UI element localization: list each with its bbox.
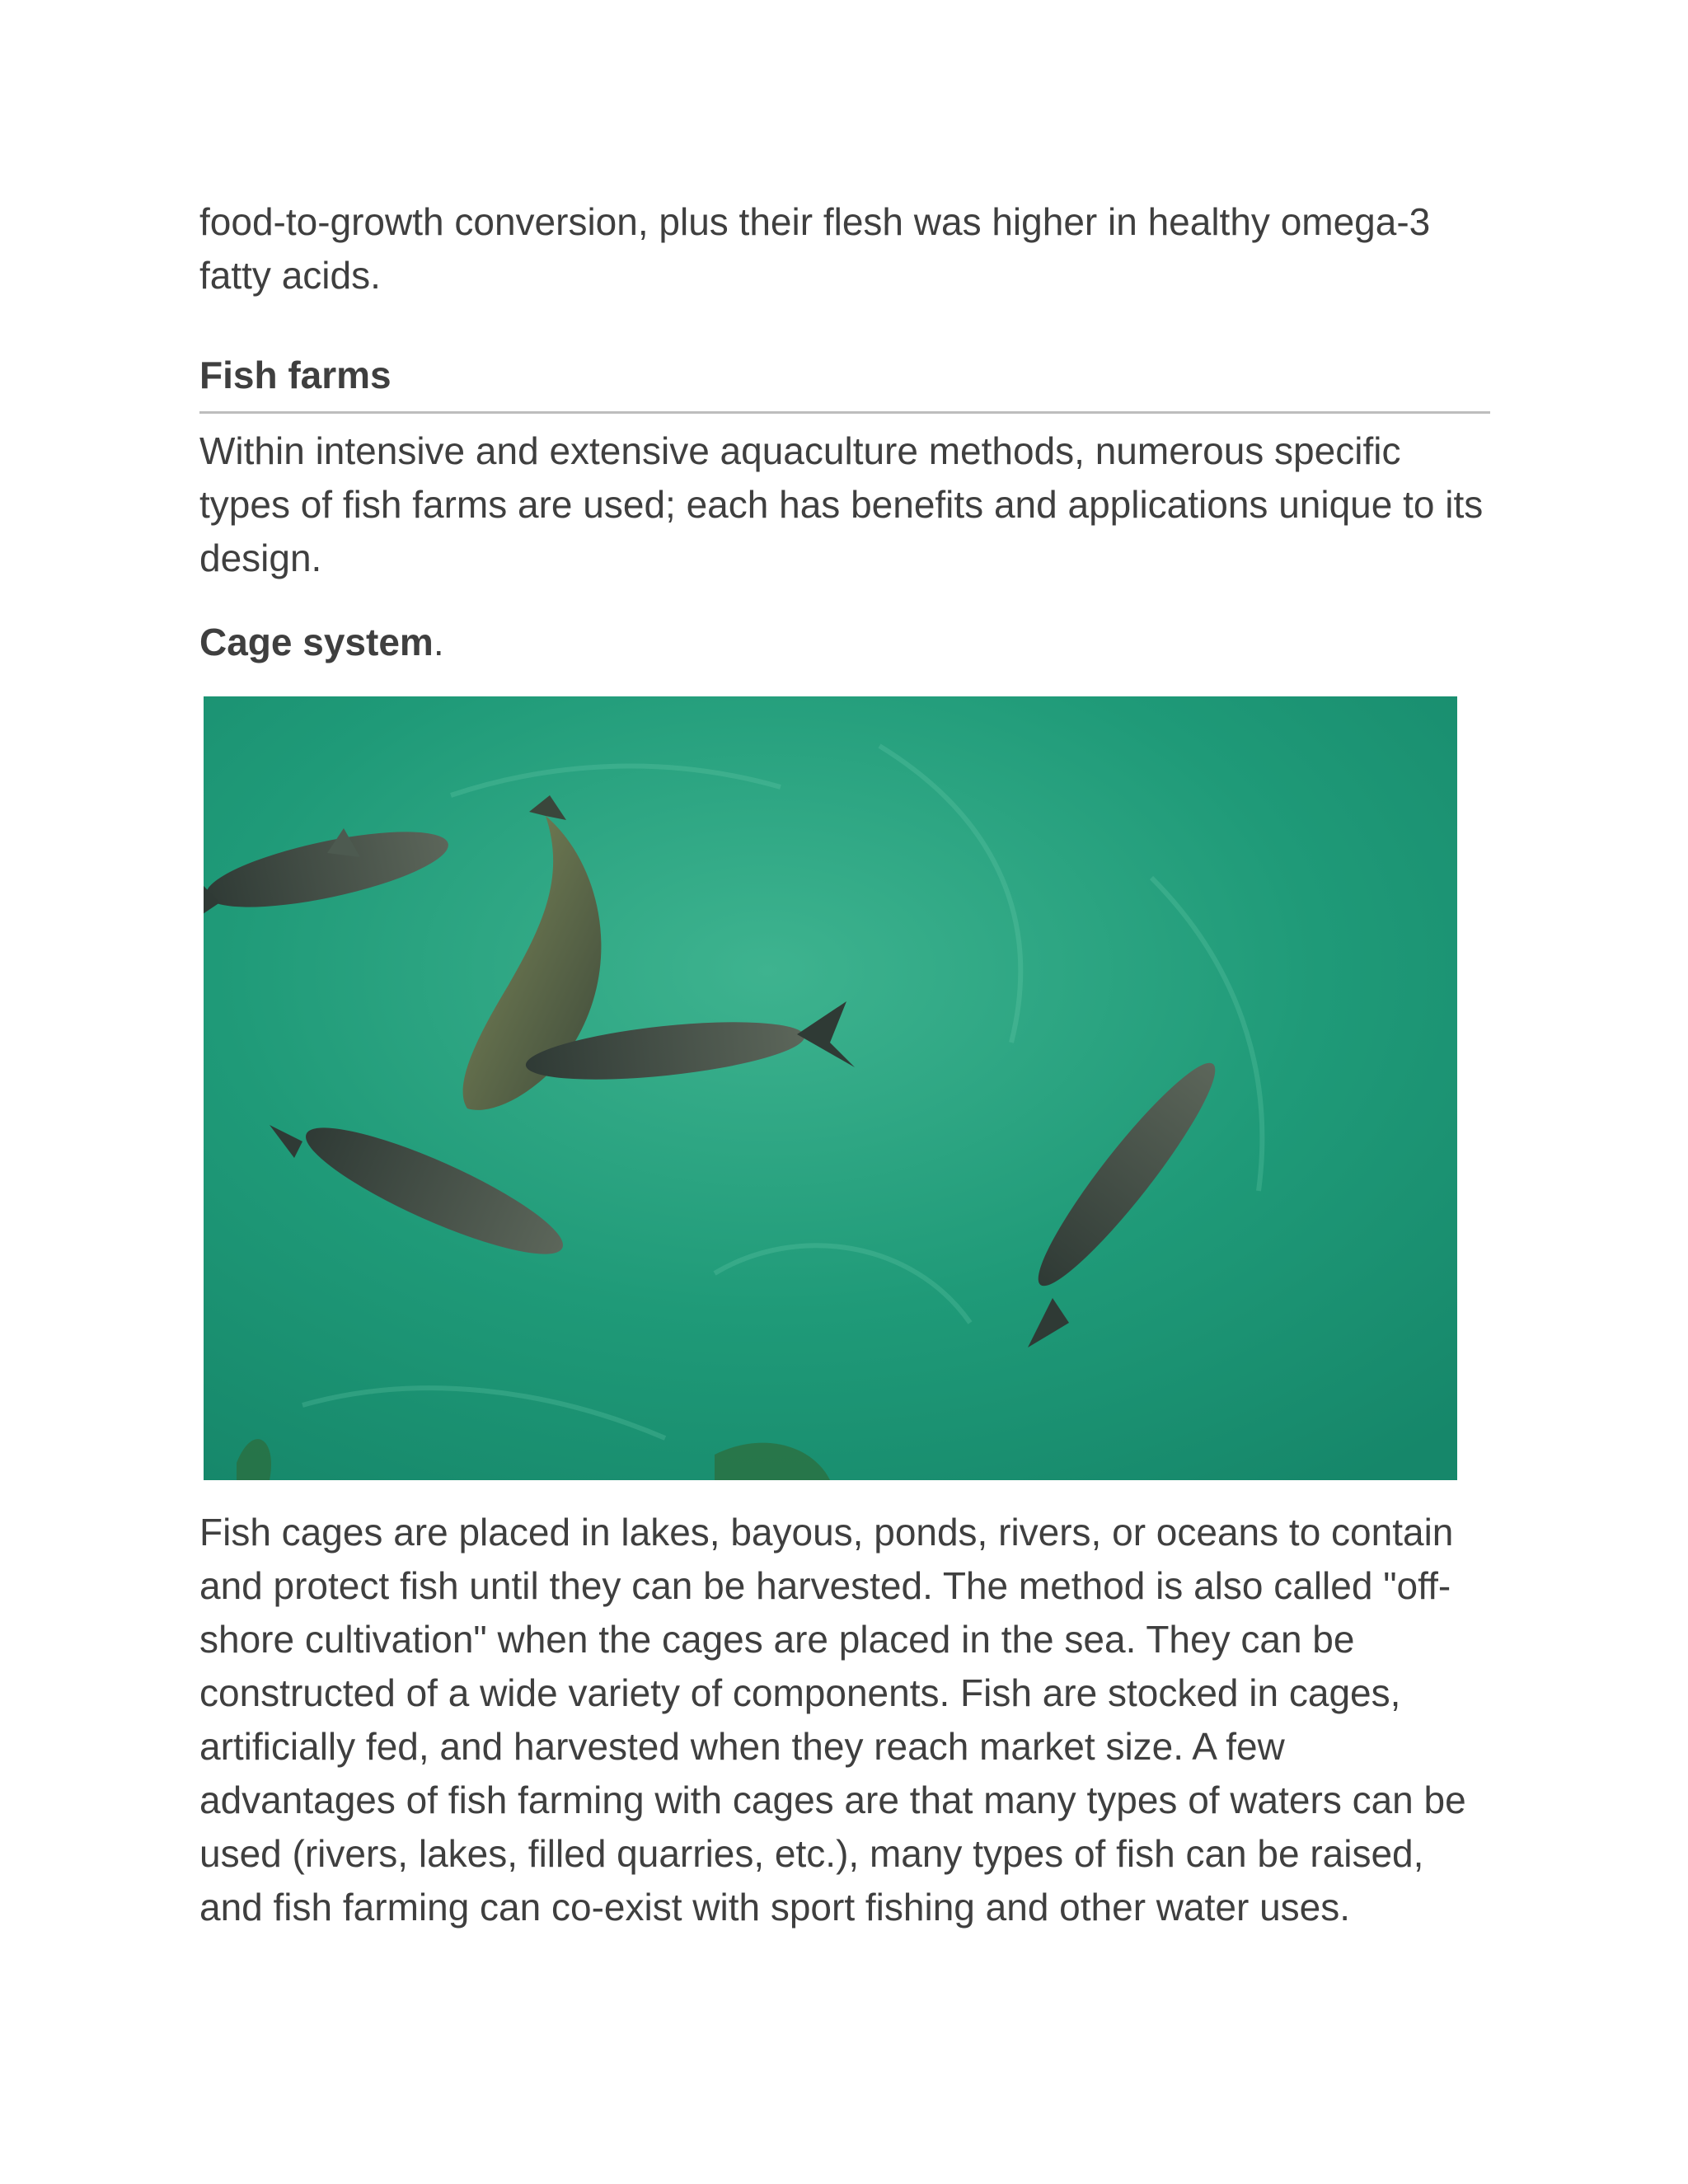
fish-farms-paragraph: Within intensive and extensive aquaculture methods, numerous specific types of fish farms are used; each has benefits and applications unique to its design. bbox=[199, 429, 1484, 579]
document-page bbox=[199, 0, 1490, 2184]
section-divider bbox=[199, 411, 1490, 414]
cage-system-label: Cage system bbox=[199, 621, 434, 663]
cage-system-heading bbox=[199, 616, 444, 669]
fish-photo bbox=[204, 696, 1457, 1480]
intro-paragraph: food-to-growth conversion, plus their flesh was higher in healthy omega-3 fatty acids. bbox=[199, 200, 1431, 297]
cage-system-paragraph: Fish cages are placed in lakes, bayous, ponds, rivers, or oceans to contain and protect fish until they can be harvested. The method is also called "off-shore cultivation" when the cages are placed in the sea. They can be constructed of a wide variety of components. Fish are stocked in cages, artificially fed, and harvested when they reach market size. A few advantages of fish farming with cages are that many types of waters can be used (rivers, lakes, filled quarries, etc.), many types of fish can be raised, and fish farming can co-exist with sport fishing and other water uses. bbox=[199, 1511, 1466, 1929]
cage-system-period: . bbox=[433, 621, 444, 663]
section-heading-fish-farms: Fish farms bbox=[199, 354, 392, 396]
